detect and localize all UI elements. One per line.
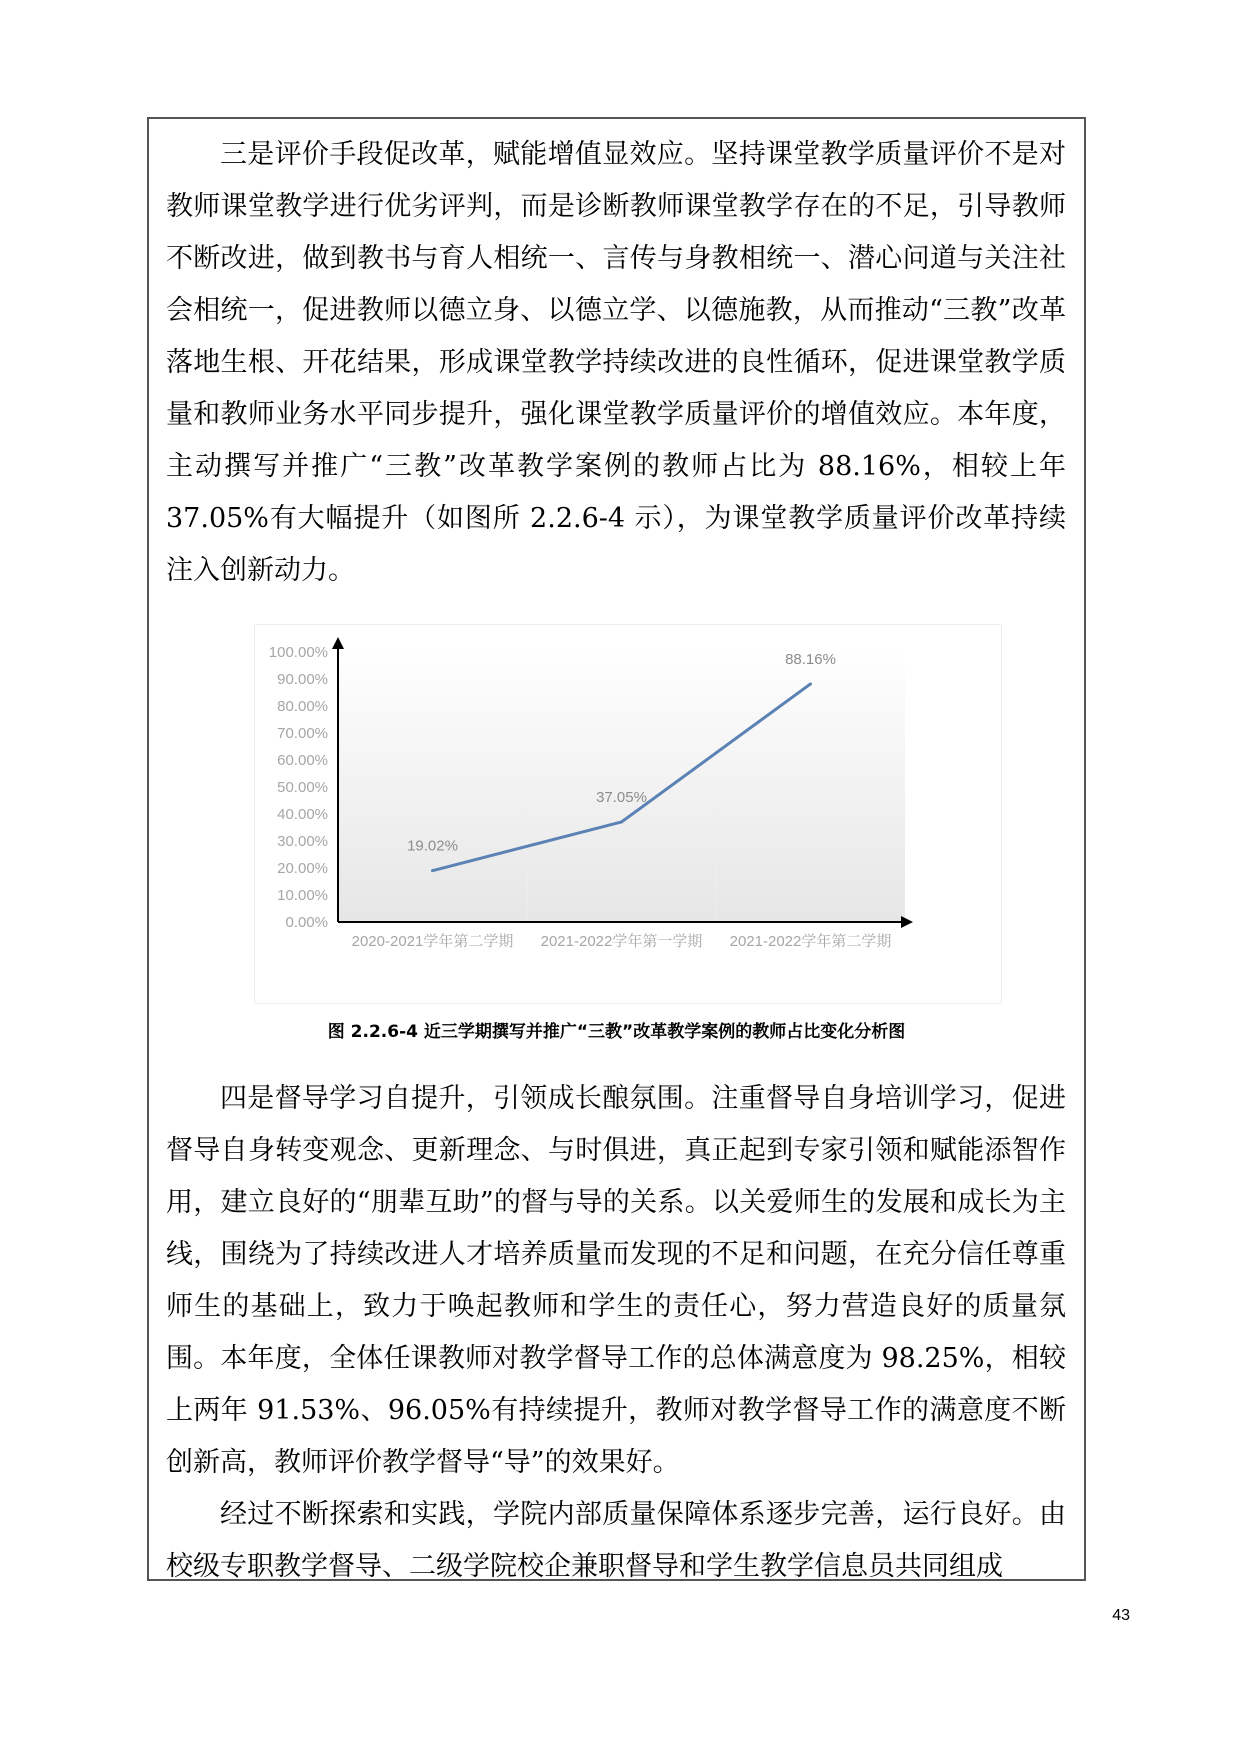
data-label: 88.16% <box>785 650 836 668</box>
data-label: 19.02% <box>407 837 458 855</box>
figure-caption: 图 2.2.6-4 近三学期撰写并推广“三教”改革教学案例的教师占比变化分析图 <box>327 1022 906 1042</box>
y-tick-label: 30.00% <box>277 833 328 850</box>
paragraph-evaluation-reform: 三是评价手段促改革，赋能增值显效应。坚持课堂教学质量评价不是对教师课堂教学进行优劣评判，而是诊断教师课堂教学存在的不足，引导教师不断改进，做到教书与育人相统一、言传与身教相统一、潜心问道与关注社会相统一，促进教师以德立身、以德立学、以德施教，从而推动“三教”改革落地生根、开花结果，形成课堂教学持续改进的良性循环，促进课堂教学质量和教师业务水平同步提升，强化课堂教学质量评价的增值效应。本年度，主动撰写并推广“三教”改革教学案例的教师占比为 88.16%，相较上年 37.05%有大幅提升（如图所 2.2.6-4 示），为课堂教学质量评价改革持续注入创新动力。 <box>166 139 1066 586</box>
y-tick-label: 50.00% <box>277 779 328 796</box>
x-tick-label: 2021-2022学年第一学期 <box>540 933 703 950</box>
y-tick-label: 10.00% <box>277 887 328 904</box>
y-tick-label: 0.00% <box>285 914 328 931</box>
y-tick-label: 40.00% <box>277 806 328 823</box>
data-label: 37.05% <box>596 788 647 806</box>
content-frame <box>147 117 1086 1581</box>
x-tick-label: 2020-2021学年第二学期 <box>351 933 514 950</box>
y-tick-label: 60.00% <box>277 752 328 769</box>
y-tick-label: 100.00% <box>268 644 328 661</box>
paragraph-supervision-learning: 四是督导学习自提升，引领成长酿氛围。注重督导自身培训学习，促进督导自身转变观念、更新理念、与时俱进，真正起到专家引领和赋能添智作用，建立良好的“朋辈互助”的督与导的关系。以关爱师生的发展和成长为主线，围绕为了持续改进人才培养质量而发现的不足和问题，在充分信任尊重师生的基础上，致力于唤起教师和学生的责任心，努力营造良好的质量氛围。本年度，全体任课教师对教学督导工作的总体满意度为 98.25%，相较上两年 91.53%、96.05%有持续提升，教师对教学督导工作的满意度不断创新高，教师评价教学督导“导”的效果好。 <box>166 1083 1066 1478</box>
x-tick-label: 2021-2022学年第二学期 <box>729 933 892 950</box>
data-point <box>431 869 434 872</box>
chart-svg <box>255 625 1001 1003</box>
data-point <box>809 682 812 685</box>
line-chart <box>254 624 1002 1004</box>
y-tick-label: 70.00% <box>277 725 328 742</box>
y-tick-label: 90.00% <box>277 671 328 688</box>
y-tick-label: 20.00% <box>277 860 328 877</box>
page-number: 43 <box>1112 1607 1130 1624</box>
plot-area <box>338 647 905 922</box>
paragraph-quality-system: 经过不断探索和实践，学院内部质量保障体系逐步完善，运行良好。由校级专职教学督导、二级学院校企兼职督导和学生教学信息员共同组成 <box>166 1499 1066 1582</box>
chart-layer <box>269 643 907 950</box>
y-tick-label: 80.00% <box>277 698 328 715</box>
data-point <box>620 820 623 823</box>
